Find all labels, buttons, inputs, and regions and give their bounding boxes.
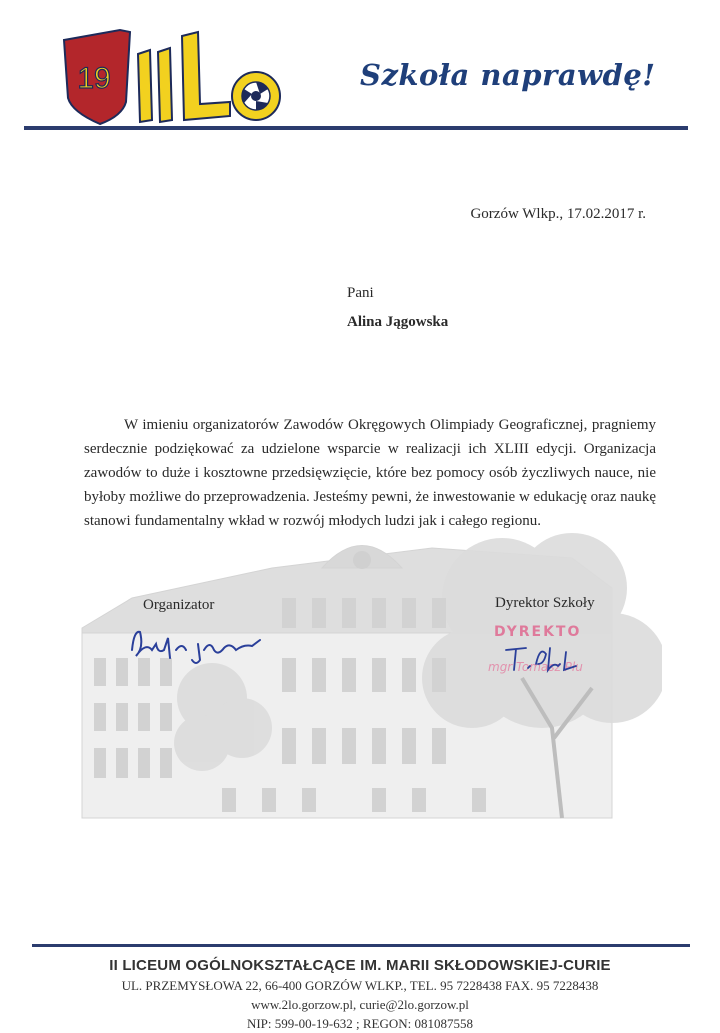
salutation: Pani <box>347 285 374 301</box>
school-logo <box>60 24 285 128</box>
logo-atom-circle <box>232 72 280 120</box>
footer <box>24 956 696 1033</box>
footer-divider <box>32 944 690 947</box>
letter-body: W imieniu organizatorów Zawodów Okręgowych Olimpiady Geograficznej, pragniemy serdecznie podziękować za udzielone wsparcie w realizacji ich XLIII edycji. Organizacja zawodów to duże i kosztowne przedsięwzięcie, które bez pomocy osób życzliwych nauce, nie byłoby możliwe do przeprowadzenia. Jesteśmy pewni, że inwestowanie w edukację oraz naukę stanowi fundamentalny wkład w rozwój młodych ludzi jak i całego regionu. <box>84 417 656 529</box>
recipient-name: Alina Jągowska <box>347 314 449 330</box>
footer-web-email: www.2lo.gorzow.pl, curie@2lo.gorzow.pl <box>251 997 469 1012</box>
logo-letter-l <box>182 32 230 120</box>
logo-roman-two <box>138 48 172 122</box>
director-signature <box>500 640 580 676</box>
footer-school-name: II LICEUM OGÓLNOKSZTAŁCĄCE IM. MARII SKŁODOWSKIEJ-CURIE <box>109 957 611 974</box>
header-divider <box>24 126 688 130</box>
footer-address: UL. PRZEMYSŁOWA 22, 66-400 GORZÓW WLKP., TEL. 95 7228438 FAX. 95 7228438 <box>121 978 599 993</box>
stamp-title: DYREKTO <box>494 624 582 640</box>
school-slogan: Szkoła naprawdę! <box>360 58 656 92</box>
place-date: Gorzów Wlkp., 17.02.2017 r. <box>470 206 646 222</box>
footer-registry: NIP: 599-00-19-632 ; REGON: 081087558 <box>246 1016 474 1031</box>
organizer-signature <box>126 620 266 668</box>
organizer-label: Organizator <box>143 597 215 613</box>
director-label: Dyrektor Szkoły <box>495 595 595 611</box>
stamp-name: mgr Tomasz Plu <box>488 660 583 674</box>
logo-shield-number: 19 <box>77 62 111 95</box>
